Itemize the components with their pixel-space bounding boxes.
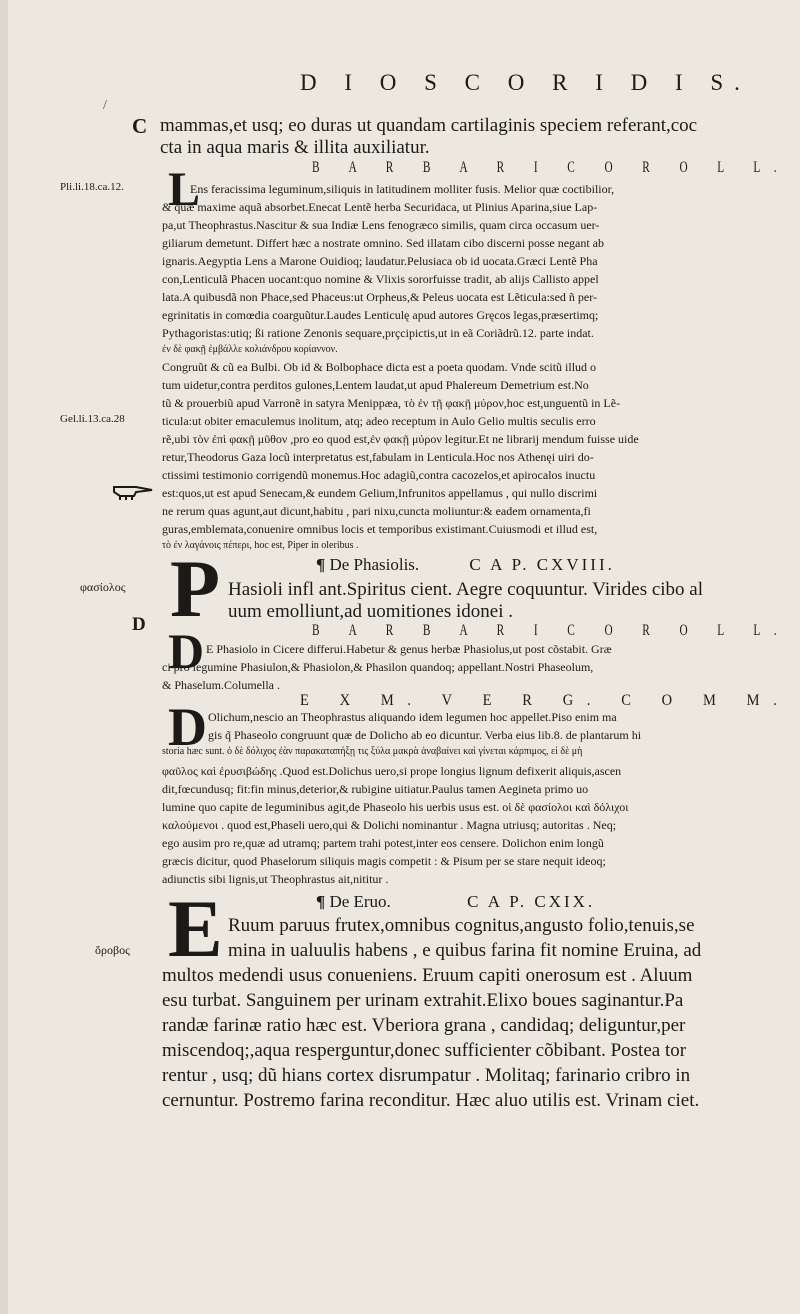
text-line: dit,fœcundusq; fit:fin minus,deterior,& rubigine uitiatur.Paulus tamen Aegineta primo uo bbox=[162, 782, 589, 796]
running-head: D I O S C O R I D I S. bbox=[300, 70, 751, 95]
text-line: lata.A quibusdã non Phace,sed Phaceus:ut Orpheus,& Peleus uocata est Lẽticula:sed ñ per- bbox=[162, 290, 597, 304]
chapter-heading-phasiolis bbox=[316, 556, 615, 573]
text-line: tum uidetur,contra perditos gulones,Lentem laudat,ut apud Phalereum Demetrium est.No bbox=[162, 378, 589, 392]
text-line: καλούμενοι . quod est,Phaseli uero,qui & Dolichi nominantur . Magna utriusq; autoritas . Neq; bbox=[162, 818, 617, 832]
chapter-number: C A P. CXVIII. bbox=[469, 555, 615, 574]
text-line: rentur , usq; dũ hians cortex disrumpatur . Molitaq; farinario cribro in bbox=[162, 1065, 691, 1086]
text-line: ne rerum quas agunt,aut dicunt,habitu , pari nixu,cuncta moliuntur:& eadem ornamenta,fi bbox=[162, 504, 591, 518]
text-line: retur,Theodorus Gaza locũ interpretatus est,fabulam in Lenticula.Hoc nos Athenęi uiri do- bbox=[162, 450, 594, 464]
chapter-title: De Eruo. bbox=[329, 892, 391, 911]
chapter-number: C A P. CXIX. bbox=[467, 892, 596, 911]
margin-letter-d: D bbox=[132, 614, 146, 635]
text-line-greek: ἐν δὲ φακῇ ἐμβάλλε κολιάνδρου κορίαννον. bbox=[162, 344, 338, 355]
text-line: Ruum paruus frutex,omnibus cognitus,angusto folio,tenuis,se bbox=[228, 915, 695, 936]
text-line: ticula:ut obiter emaculemus inolitum, atq; adeo receptum in Aulo Gelio multis seculis erro bbox=[162, 414, 596, 428]
section-header-barbari: B A R B A R I C O R O L L. bbox=[312, 622, 790, 639]
text-line: & quæ maxime aquã absorbet.Enecat Lentẽ herba Securidaca, ut Plinius Aparina,siue Lap- bbox=[162, 200, 598, 214]
text-line: φαῦλος καὶ ἐρυσιβώδης .Quod est.Dolichus uero,si prope longius lignum defixerit aliquis,ascen bbox=[162, 764, 622, 778]
margin-letter-c: C bbox=[132, 114, 148, 138]
text-line: giliarum demetunt. Differt hæc a nostrate omnino. Sed illatam cibo discerni posse negant ab bbox=[162, 236, 605, 250]
text-line: ctissimi testimonio corrigendũ monemus.Hoc adagiũ,contra cacozelos,et apirocalos inuctu bbox=[162, 468, 596, 482]
text-line: randæ farinæ ratio hæc est. Vberiora grana , candidaq; deliguntur,per bbox=[162, 1015, 686, 1036]
dropcap-p: P bbox=[170, 543, 221, 634]
manicule-pointing-hand-icon bbox=[112, 478, 156, 502]
text-line: uum emolliunt,ad uomitiones idonei . bbox=[228, 601, 513, 622]
text-line-greek: τὸ ἐν λαγάνοις πέπερι, hoc est, Piper in oleribus . bbox=[162, 540, 359, 551]
chapter-heading-eruo bbox=[316, 893, 595, 910]
section-header-vergilius: E X M. V E R G. C O M M. bbox=[300, 692, 791, 709]
section-header-barbari: B A R B A R I C O R O L L. bbox=[312, 159, 790, 176]
margin-note-phasiolos: φασίολος bbox=[80, 580, 126, 594]
text-line: est:quos,ut est apud Senecam,& eundem Gelium,Infrunitos appellamus , qui nullo discrimi bbox=[162, 486, 598, 500]
text-line: rẽ,ubi τὸν ἐπὶ φακῇ μῦθον ,pro eo quod est,ἐν φακῇ μύρον legitur.Et ne librarij mendum fuisse uide bbox=[162, 432, 639, 446]
text-line: Pythagoristas:utiq; ßi ratione Zenonis sequare,prçcipictis,ut in eã Coriãdrũ.12. parte indat. bbox=[162, 326, 594, 340]
chapter-title: De Phasiolis. bbox=[329, 555, 420, 574]
margin-note-gellius: Gel.li.13.ca.28 bbox=[60, 413, 125, 425]
text-line: & Phaselum.Columella . bbox=[162, 678, 280, 692]
text-line: guras,emblemata,conuenire omnibus locis et temporibus existimant.Cuiusmodi et illud est, bbox=[162, 522, 598, 536]
text-line: ignaris.Aegyptia Lens a Marone Ouidioq; laudatur.Pelusiaca ob id uocata.Græci Lentẽ Pha bbox=[162, 254, 598, 268]
dropcap-e: E bbox=[168, 883, 223, 974]
text-line: E Phasiolo in Cicere differui.Habetur & genus herbæ Phasiolus,ut post cõstabit. Græ bbox=[206, 642, 612, 656]
page-binding-edge bbox=[0, 0, 8, 1314]
pilcrow-icon: ¶ bbox=[316, 892, 326, 911]
text-line: pa,ut Theophrastus.Nascitur & sua Indiæ Lens fenogræco similis, quam circa occasum uer- bbox=[162, 218, 600, 232]
text-line: gis q̃ Phaseolo congruunt quæ de Dolicho ab eo dicuntur. Verba eius lib.8. de plantarum hi bbox=[208, 728, 642, 742]
text-line: miscendoq;,aqua resperguntur,donec sufficienter cõbibant. Postea tor bbox=[162, 1040, 687, 1061]
text-line: cernuntur. Postremo farina reconditur. Hæc aluo utilis est. Vrinam ciet. bbox=[162, 1090, 700, 1111]
margin-top-mark: / bbox=[103, 98, 107, 113]
text-line: Congruũt & cũ ea Bulbi. Ob id & Bolbophace dicta est a poeta quodam. Vnde scitũ illud o bbox=[162, 360, 597, 374]
text-line: multos medendi usus conueniens. Eruum capiti onerosum est . Aluum bbox=[162, 965, 693, 986]
margin-note-orobos: ὄροβος bbox=[95, 943, 130, 957]
dropcap-d: D bbox=[168, 697, 207, 757]
text-line: egrinitatis in comœdia coarguũtur.Laudes Lenticulę apud autores Gręcos legas,præsertimq; bbox=[162, 308, 599, 322]
text-line: con,Lenticulã Phacen uocant:quo nomine & Vlixis sororfuisse tradit, ab alijs Callisto appel bbox=[162, 272, 599, 286]
text-line: adiunctis sibi lignis,ut Theophrastus ait,nititur . bbox=[162, 872, 389, 886]
dropcap-d: D bbox=[168, 623, 205, 679]
text-line: lumine quo capite de leguminibus agit,de Phaseolo his uerbis usus est. οἱ δὲ φασίολοι καὶ δόλιχοι bbox=[162, 800, 629, 814]
text-line: græcis dicitur, quod Phaselorum siliquis magis competit : & Pisum per se stare nequit ideoq; bbox=[162, 854, 606, 868]
text-line: Olichum,nescio an Theophrastus aliquando idem legumen hoc appellet.Piso enim ma bbox=[208, 710, 617, 724]
text-line: ego ausim pro re,quæ ad utramq; partem trahi potest,inter eos censere. Dolichon enim longũ bbox=[162, 836, 604, 850]
text-line: esu turbat. Sanguinem per urinam extrahit.Elixo boues saginantur.Pa bbox=[162, 990, 684, 1011]
text-line: ci pro legumine Phasiulon,& Phasiolon,& Phasilon quandoq; appellant.Nostri Phaseolum, bbox=[162, 660, 594, 674]
text-line: cta in aqua maris & illita auxiliatur. bbox=[160, 137, 430, 158]
text-line: Hasioli infl ant.Spiritus cient. Aegre coquuntur. Virides cibo al bbox=[228, 579, 704, 600]
margin-note-pliny: Pli.li.18.ca.12. bbox=[60, 181, 124, 193]
text-line-greek: storia hæc sunt. ὁ δὲ δόλιχος ἐὰν παρακαταπήξῃ τις ξύλα μακρὰ ἀναβαίνει καὶ γίνεται κάρπιμος, εἰ δὲ μὴ bbox=[162, 746, 583, 757]
text-line: tũ & prouerbiũ apud Varronẽ in satyra Menippæa, τὸ ἐν τῇ φακῇ μύρον,hoc est,unguentũ in Lẽ- bbox=[162, 396, 621, 410]
pilcrow-icon: ¶ bbox=[316, 555, 326, 574]
text-line: mammas,et usq; eo duras ut quandam cartilaginis speciem referant,coc bbox=[160, 115, 698, 136]
dropcap-l: L bbox=[168, 163, 201, 216]
text-line: Ens feracissima leguminum,siliquis in latitudinem molliter fusis. Melior quæ coctibilior, bbox=[190, 182, 615, 196]
text-line: mina in ualuulis habens , e quibus farina fit nomine Eruina, ad bbox=[228, 940, 702, 961]
